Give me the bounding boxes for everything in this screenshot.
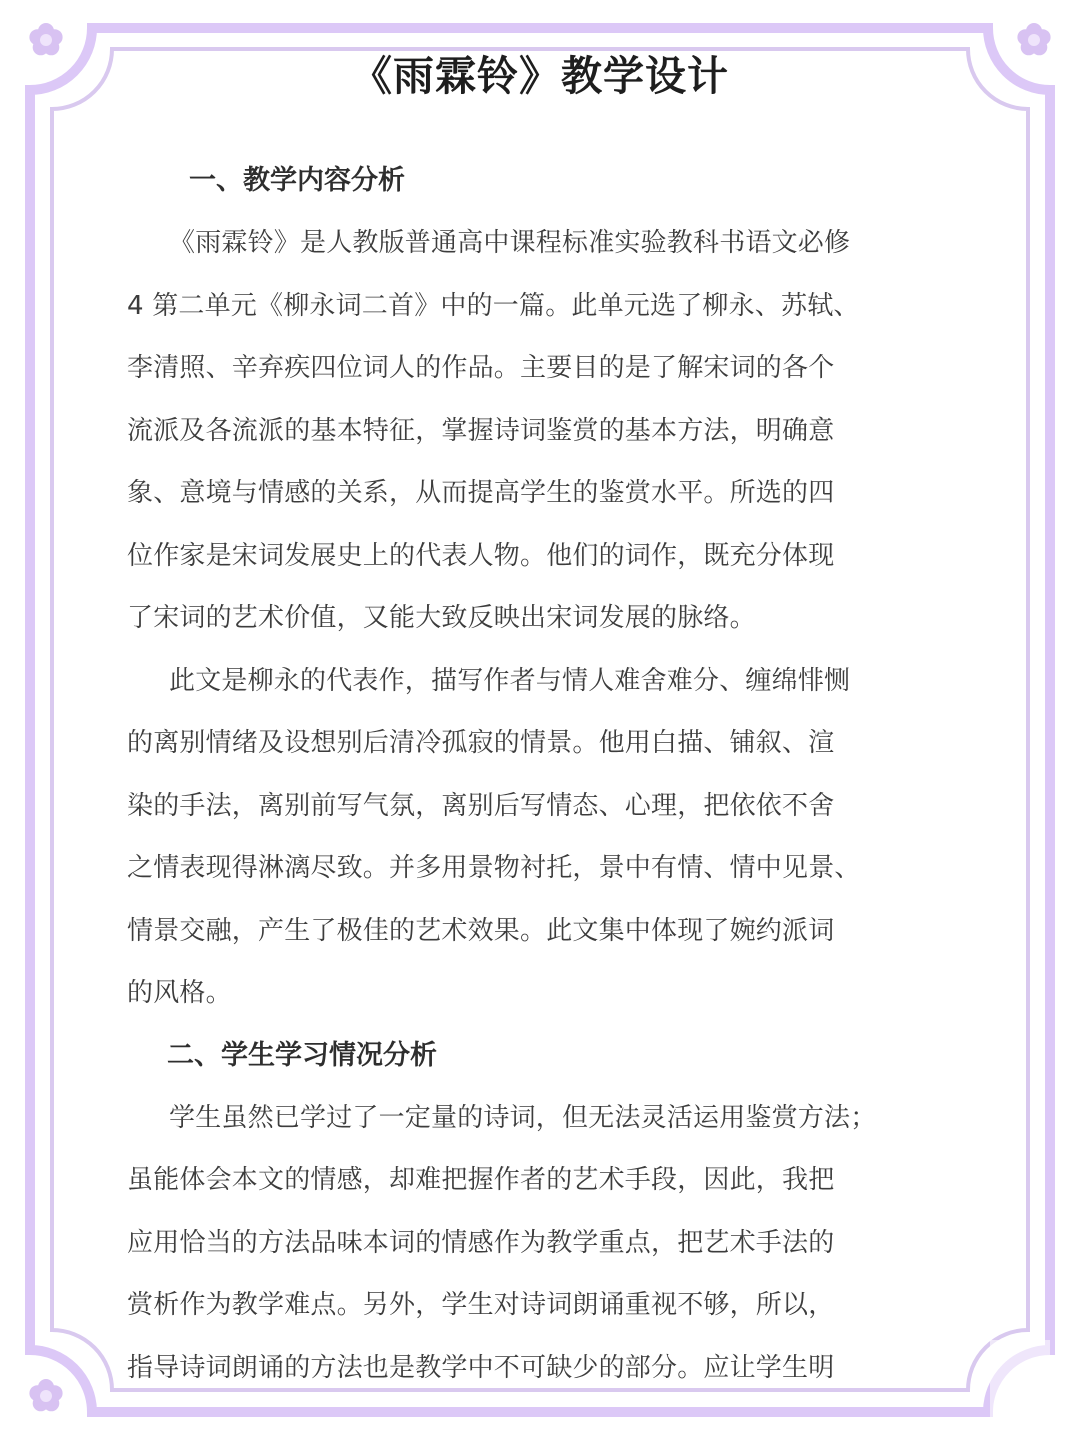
text-line: 的风格。	[127, 978, 232, 1008]
flower-icon	[29, 1379, 62, 1411]
paragraph	[127, 212, 957, 650]
text-line: 应用恰当的方法品味本词的情感作为教学重点，把艺术手法的	[127, 1227, 835, 1258]
text-line: 染的手法，离别前写气氛，离别后写情态、心理，把依依不舍	[127, 790, 835, 821]
section-heading: 一、教学内容分析	[189, 165, 405, 196]
text-line: 《雨霖铃》是人教版普通高中课程标准实验教科书语文必修	[169, 228, 851, 258]
text-line: 了宋词的艺术价值，又能大致反映出宋词发展的脉络。	[127, 603, 756, 633]
document-body	[127, 150, 957, 1399]
text-line: 的离别情绪及设想别后清冷孤寂的情景。他用白描、铺叙、渲	[127, 728, 835, 758]
text-line: 象、意境与情感的关系，从而提高学生的鉴赏水平。所选的四	[127, 478, 835, 508]
paragraph	[127, 1087, 957, 1400]
text-line: 流派及各流派的基本特征，掌握诗词鉴赏的基本方法，明确意	[127, 415, 835, 446]
text-line: 指导诗词朗诵的方法也是教学中不可缺少的部分。应让学生明	[127, 1352, 835, 1383]
corner-washout	[990, 1340, 1050, 1420]
text-line: 之情表现得淋漓尽致。并多用景物衬托，景中有情、情中见景、	[127, 853, 861, 883]
section-heading: 二、学生学习情况分析	[167, 1039, 437, 1071]
text-line: 李清照、辛弃疾四位词人的作品。主要目的是了解宋词的各个	[127, 353, 835, 383]
text-line: 此文是柳永的代表作，描写作者与情人难舍难分、缠绵悱恻	[169, 665, 851, 696]
text-line: 学生虽然已学过了一定量的诗词，但无法灵活运用鉴赏方法；	[169, 1102, 877, 1133]
text-line: 虽能体会本文的情感，却难把握作者的艺术手段，因此，我把	[127, 1165, 835, 1195]
paragraph	[127, 650, 957, 1025]
text-line: 位作家是宋词发展史上的代表人物。他们的词作，既充分体现	[127, 540, 835, 571]
text-line: 情景交融，产生了极佳的艺术效果。此文集中体现了婉约派词	[127, 915, 835, 946]
text-line: 赏析作为教学难点。另外，学生对诗词朗诵重视不够，所以，	[127, 1290, 835, 1320]
text-line: 4 第二单元《柳永词二首》中的一篇。此单元选了柳永、苏轼、	[127, 290, 860, 321]
page-title: 《雨霖铃》教学设计	[351, 52, 729, 100]
